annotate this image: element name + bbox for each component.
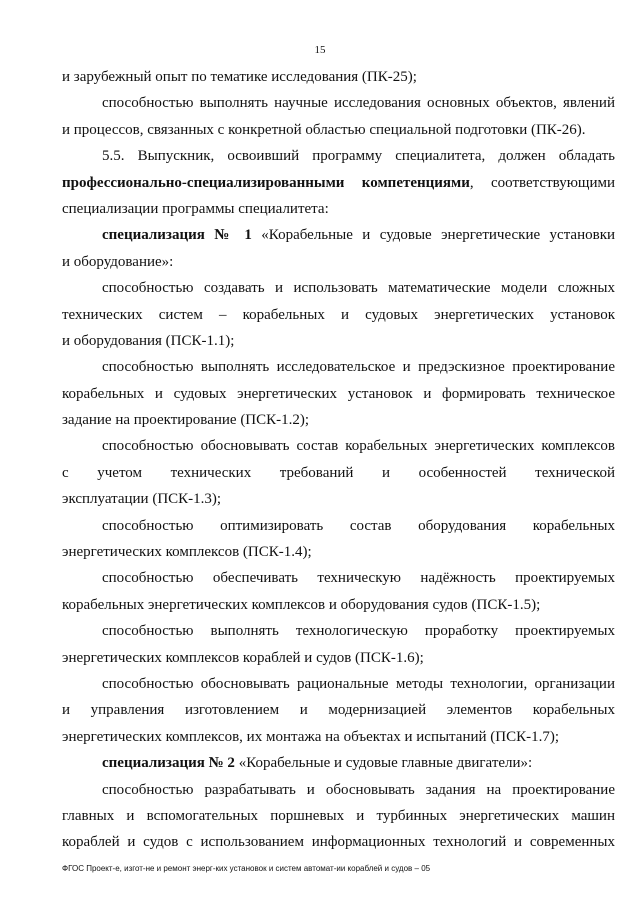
line-text: кораблей и судов с использованием информационных технологий и современных: [62, 834, 615, 851]
text-line: [62, 407, 615, 433]
line-text: корабельных энергетических комплексов и оборудования судов (ПСК-1.5);: [62, 596, 541, 613]
line-text: главных и вспомогательных поршневых и турбинных энергетических машин: [62, 807, 615, 824]
line-text: способностью выполнять научные исследования основных объектов, явлений: [102, 95, 615, 112]
text-line: [62, 275, 615, 301]
line-text: с учетом технических требований и особенностей технической: [62, 464, 615, 481]
line-text: 5.5. Выпускник, освоивший программу специалитета, должен обладать: [102, 148, 615, 165]
bold-term: специализация № 2: [102, 755, 235, 772]
line-text: эксплуатации (ПСК-1.3);: [62, 491, 222, 508]
text-line: [62, 645, 615, 671]
text-line: [62, 64, 615, 90]
text-line: [62, 196, 615, 222]
text-line: [62, 724, 615, 750]
line-text: способностью разрабатывать и обосновывать задания на проектирование: [102, 781, 615, 798]
line-text: способностью создавать и использовать математические модели сложных: [102, 280, 615, 297]
line-text: и оборудование»:: [62, 253, 174, 270]
line-text: , соответствующими: [469, 174, 615, 191]
text-line: [62, 381, 615, 407]
line-text: и оборудования (ПСК-1.1);: [62, 332, 235, 349]
line-text: «Корабельные и судовые энергетические установки: [251, 227, 615, 244]
line-text: способностью оптимизировать состав оборудования корабельных: [102, 517, 615, 534]
page-number: 15: [314, 44, 326, 56]
bold-term: профессионально-специализированными компетенциями: [62, 174, 470, 191]
text-line: [62, 143, 615, 169]
text-line: [62, 433, 615, 459]
text-line: [62, 565, 615, 591]
line-text: и процессов, связанных с конкретной областью специальной подготовки (ПК-26).: [62, 121, 586, 138]
line-text: задание на проектирование (ПСК-1.2);: [62, 412, 310, 429]
page-footer: ФГОС Проект-е, изгот-не и ремонт энерг-ких установок и систем автомат-ии кораблей и судов – 05: [62, 864, 431, 873]
text-line: [62, 222, 615, 248]
body-text: [62, 64, 615, 856]
text-line: [62, 117, 615, 143]
line-text: способностью обосновывать состав корабельных энергетических комплексов: [102, 438, 615, 455]
line-text: способностью обосновывать рациональные методы технологии, организации: [102, 675, 615, 692]
line-text: энергетических комплексов кораблей и судов (ПСК-1.6);: [62, 649, 424, 666]
text-line: [62, 539, 615, 565]
text-line: [62, 803, 615, 829]
text-line: [62, 671, 615, 697]
text-line: [62, 249, 615, 275]
text-line: [62, 777, 615, 803]
line-text: способностью выполнять исследовательское и предэскизное проектирование: [102, 359, 615, 376]
text-line: [62, 302, 615, 328]
line-text: энергетических комплексов (ПСК-1.4);: [62, 544, 312, 561]
bold-term: специализация № 1: [102, 227, 252, 244]
line-text: специализации программы специалитета:: [62, 200, 329, 217]
text-line: [62, 486, 615, 512]
text-line: [62, 697, 615, 723]
line-text: энергетических комплексов, их монтажа на объектах и испытаний (ПСК-1.7);: [62, 728, 560, 745]
text-line: [62, 460, 615, 486]
text-line: [62, 618, 615, 644]
text-line: [62, 750, 615, 776]
text-line: [62, 170, 615, 196]
text-line: [62, 592, 615, 618]
line-text: технических систем – корабельных и судовых энергетических установок: [62, 306, 615, 323]
line-text: и зарубежный опыт по тематике исследования (ПК-25);: [62, 69, 417, 85]
line-text: способностью обеспечивать техническую надёжность проектируемых: [102, 570, 615, 587]
text-line: [62, 354, 615, 380]
text-line: [62, 829, 615, 855]
line-text: способностью выполнять технологическую проработку проектируемых: [102, 623, 615, 640]
text-line: [62, 328, 615, 354]
line-text: корабельных и судовых энергетических установок и формировать техническое: [62, 385, 615, 402]
text-line: [62, 513, 615, 539]
line-text: и управления изготовлением и модернизацией элементов корабельных: [62, 702, 615, 719]
line-text: «Корабельные и судовые главные двигатели»:: [234, 755, 533, 772]
text-line: [62, 90, 615, 116]
